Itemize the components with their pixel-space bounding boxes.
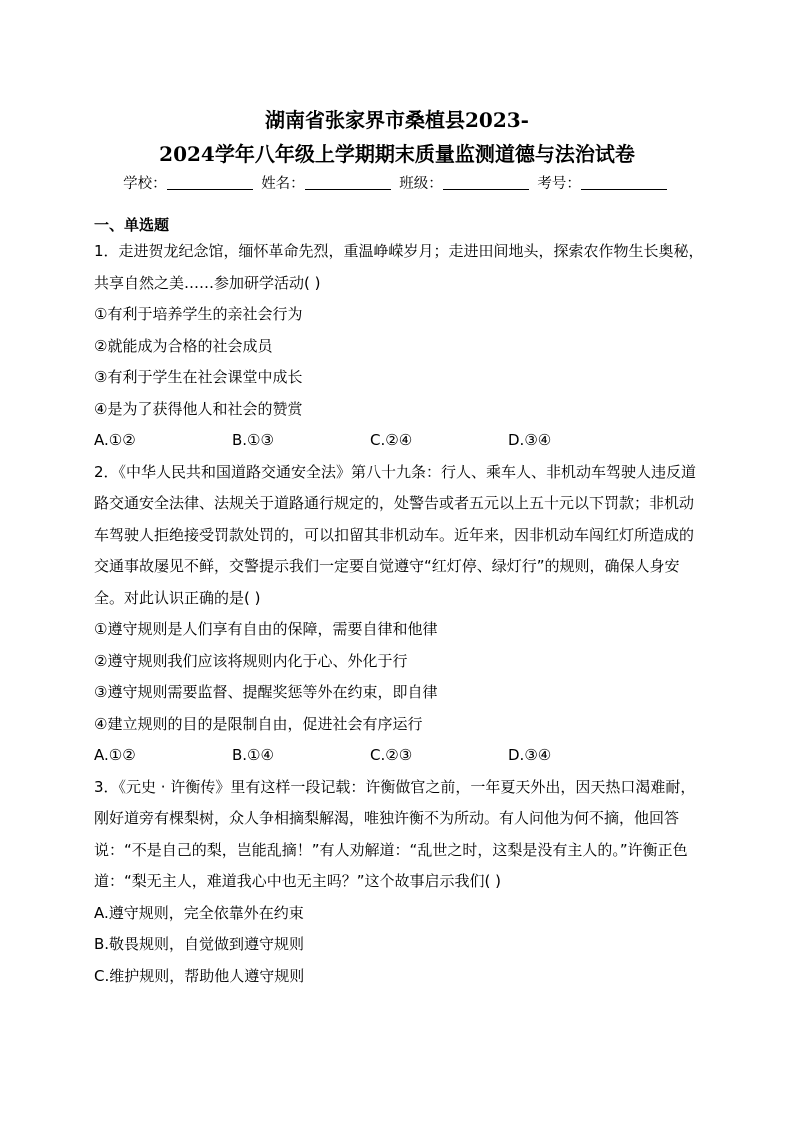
question-1-statement: ④是为了获得他人和社会的赞赏 <box>94 399 303 418</box>
choice-b[interactable]: B.①④ <box>232 746 274 764</box>
section-heading: 一、单选题 <box>94 216 170 234</box>
student-info-row <box>0 172 794 193</box>
class-blank[interactable] <box>443 175 529 190</box>
question-3-option-a[interactable]: A.遵守规则，完全依靠外在约束 <box>94 903 304 922</box>
question-1-statement: ①有利于培养学生的亲社会行为 <box>94 305 303 323</box>
choice-c[interactable]: C.②④ <box>370 431 413 449</box>
exam-title-line1: 湖南省张家界市桑植县2023- <box>265 108 529 132</box>
question-2-statement: ④建立规则的目的是限制自由，促进社会有序运行 <box>94 714 423 733</box>
choice-a[interactable]: A.①② <box>94 431 136 449</box>
choice-b[interactable]: B.①③ <box>232 431 274 449</box>
exam-number-blank[interactable] <box>581 175 667 190</box>
question-2-stem: 2．《中华人民共和国道路交通安全法》第八十九条：行人、乘车人、非机动车驾驶人违反道路交通安全法律、法规关于道路通行规定的，处警告或者五元以上五十元以下罚款；非机动车驾驶人拒绝接受罚款处罚的，可以扣留其非机动车。近年来，因非机动车闯红灯所造成的交通事故屡见不鲜，交警提示我们一定要自觉遵守“红灯停、绿灯行”的规则，确保人身安全。对此认识正确的是( ) <box>94 462 697 607</box>
class-label: 班级： <box>399 176 443 192</box>
question-2-statement: ③遵守规则需要监督、提醒奖惩等外在约束，即自律 <box>94 683 438 701</box>
question-1-statement: ③有利于学生在社会课堂中成长 <box>94 368 303 386</box>
school-label: 学校： <box>123 176 167 192</box>
question-2-statement: ②遵守规则我们应该将规则内化于心、外化于行 <box>94 651 408 670</box>
question-2-statement: ①遵守规则是人们享有自由的保障，需要自律和他律 <box>94 620 438 638</box>
question-3-option-b[interactable]: B.敬畏规则，自觉做到遵守规则 <box>94 935 305 953</box>
exam-title-line2: 2024学年八年级上学期期末质量监测道德与法治试卷 <box>159 142 635 166</box>
school-blank[interactable] <box>167 175 253 190</box>
choice-c[interactable]: C.②③ <box>370 746 413 764</box>
choice-a[interactable]: A.①② <box>94 746 136 764</box>
exam-number-label: 考号： <box>537 176 581 192</box>
name-label: 姓名： <box>261 176 305 192</box>
question-3-option-c[interactable]: C.维护规则，帮助他人遵守规则 <box>94 966 305 985</box>
name-blank[interactable] <box>305 175 391 190</box>
choice-d[interactable]: D.③④ <box>508 746 552 764</box>
question-2-choices <box>94 740 706 772</box>
question-1-stem: 1．走进贺龙纪念馆，缅怀革命先烈，重温峥嵘岁月；走进田间地头，探索农作物生长奥秘，共享自然之美……参加研学活动( ) <box>94 242 704 292</box>
choice-d[interactable]: D.③④ <box>508 431 552 449</box>
question-3-stem: 3．《元史 · 许衡传》里有这样一段记载：许衡做官之前，一年夏天外出，因天热口渴难耐，刚好道旁有棵梨树，众人争相摘梨解渴，唯独许衡不为所动。有人问他为何不摘，他回答说：“不是自己的梨，岂能乱摘！”有人劝解道：“乱世之时，这梨是没有主人的。”许衡正色道：“梨无主人，难道我心中也无主吗？”这个故事启示我们( ) <box>94 777 696 890</box>
question-1-statement: ②就能成为合格的社会成员 <box>94 336 273 355</box>
question-area <box>94 214 706 992</box>
question-1-choices <box>94 425 706 457</box>
